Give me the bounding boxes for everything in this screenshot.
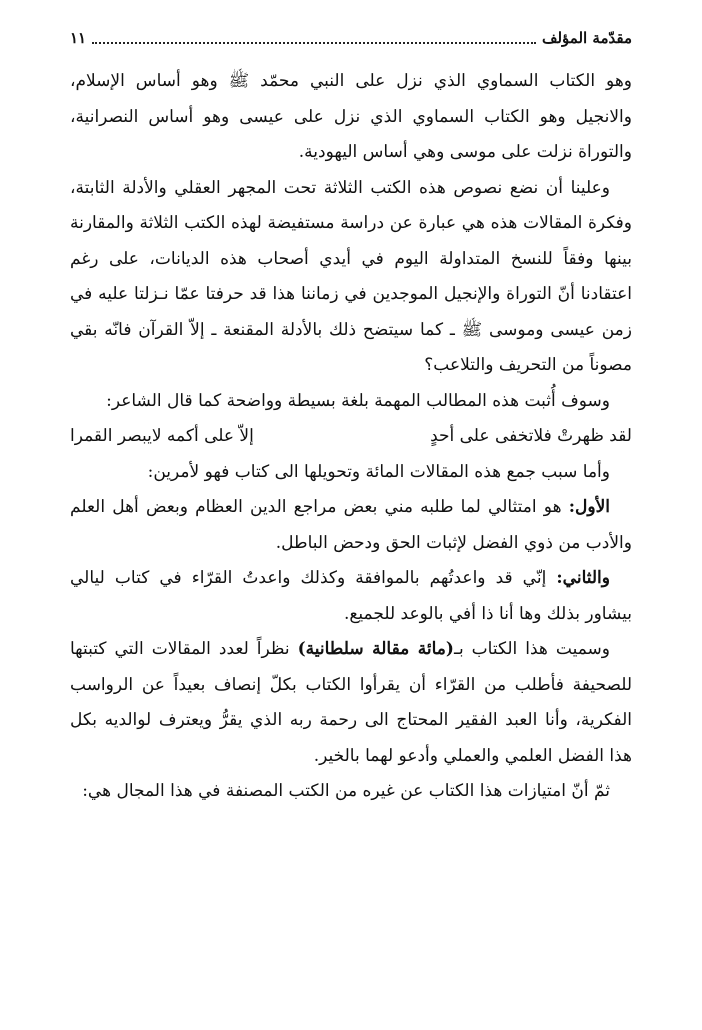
running-head (70, 26, 632, 50)
chapter-title: مقدّمة المؤلف (541, 29, 632, 47)
paragraph-second-reason (70, 561, 632, 632)
naming-after: نظراً لعدد المقالات التي كتبتها للصحيفة فأطلب من القرّاء أن يقرأوا الكتاب بكلّ إنصاف بعيداً عن الرواسب الفكرية، وأنا العبد الفقير المحتاج الى رحمة ربه الذي يقرُّ ويعترف لوالديه بكل هذا الفضل العلمي والعملي وأدعو لهما بالخير. (70, 639, 632, 766)
poetry-verse (70, 419, 632, 455)
paragraph-study: وعلينا أن نضع نصوص هذه الكتب الثلاثة تحت المجهر العقلي والأدلة الثابتة، وفكرة المقالات هذه هي عبارة عن دراسة مستفيضة لهذه الكتب الثلاثة والمقارنة بينها وفقاً للنسخ المتداولة اليوم في أيدي أصحاب هذه الديانات، على رغم اعتقادنا أنّ التوراة والإنجيل الموجدين في زماننا هذا قد حرفتا عمّا نـزلتا عليه في زمن عيسى وموسى ﷺ ـ كما سيتضح ذلك بالأدلة المقنعة ـ إلاّ القرآن فانّه بقي مصوناً من التحريف والتلاعب؟ (70, 177, 632, 375)
first-reason-label: الأول: (568, 497, 610, 517)
second-reason-text: إنّي قد واعدتُهم بالموافقة وكذلك واعدتُ القرّاء في كتاب ليالي بيشاور بذلك وها أنا ذا أفي بالوعد للجميع. (70, 568, 632, 624)
paragraph-scriptures: وهو الكتاب السماوي الذي نزل على النبي محمّد ﷺ وهو أساس الإسلام، والانجيل وهو الكتاب السماوي الذي نزل على عيسى وهو أساس النصرانية، والتوراة نزلت على موسى وهي أساس اليهودية. (70, 71, 632, 162)
first-reason-text: هو امتثالي لما طلبه مني بعض مراجع الدين العظام وبعض أهل العلم والأدب من ذوي الفضل لإثبات الحق ودحض الباطل. (70, 497, 632, 553)
naming-before: وسميت هذا الكتاب بـ (453, 639, 610, 659)
paragraph-poet-intro: وسوف أُثبت هذه المطالب المهمة بلغة بسيطة وواضحة كما قال الشاعر: (106, 390, 610, 411)
book-title: (مائة مقالة سلطانية) (297, 639, 454, 659)
dot-leader (92, 32, 536, 44)
body-text (70, 64, 632, 810)
verse-first-hemistich: لقد ظهرتْ فلاتخفى على أحدٍ (430, 426, 632, 446)
paragraph-book-naming (70, 632, 632, 774)
paragraph-reasons-intro: وأما سبب جمع هذه المقالات المائة وتحويلها الى كتاب فهو لأمرين: (147, 461, 610, 482)
paragraph-first-reason (70, 490, 632, 561)
second-reason-label: والثاني: (556, 568, 610, 588)
paragraph-closing: ثمّ أنّ امتيازات هذا الكتاب عن غيره من الكتب المصنفة في هذا المجال هي: (82, 781, 610, 801)
verse-second-hemistich: إلاّ على أكمه لايبصر القمرا (70, 426, 254, 446)
page-number: ١١ (70, 29, 87, 47)
